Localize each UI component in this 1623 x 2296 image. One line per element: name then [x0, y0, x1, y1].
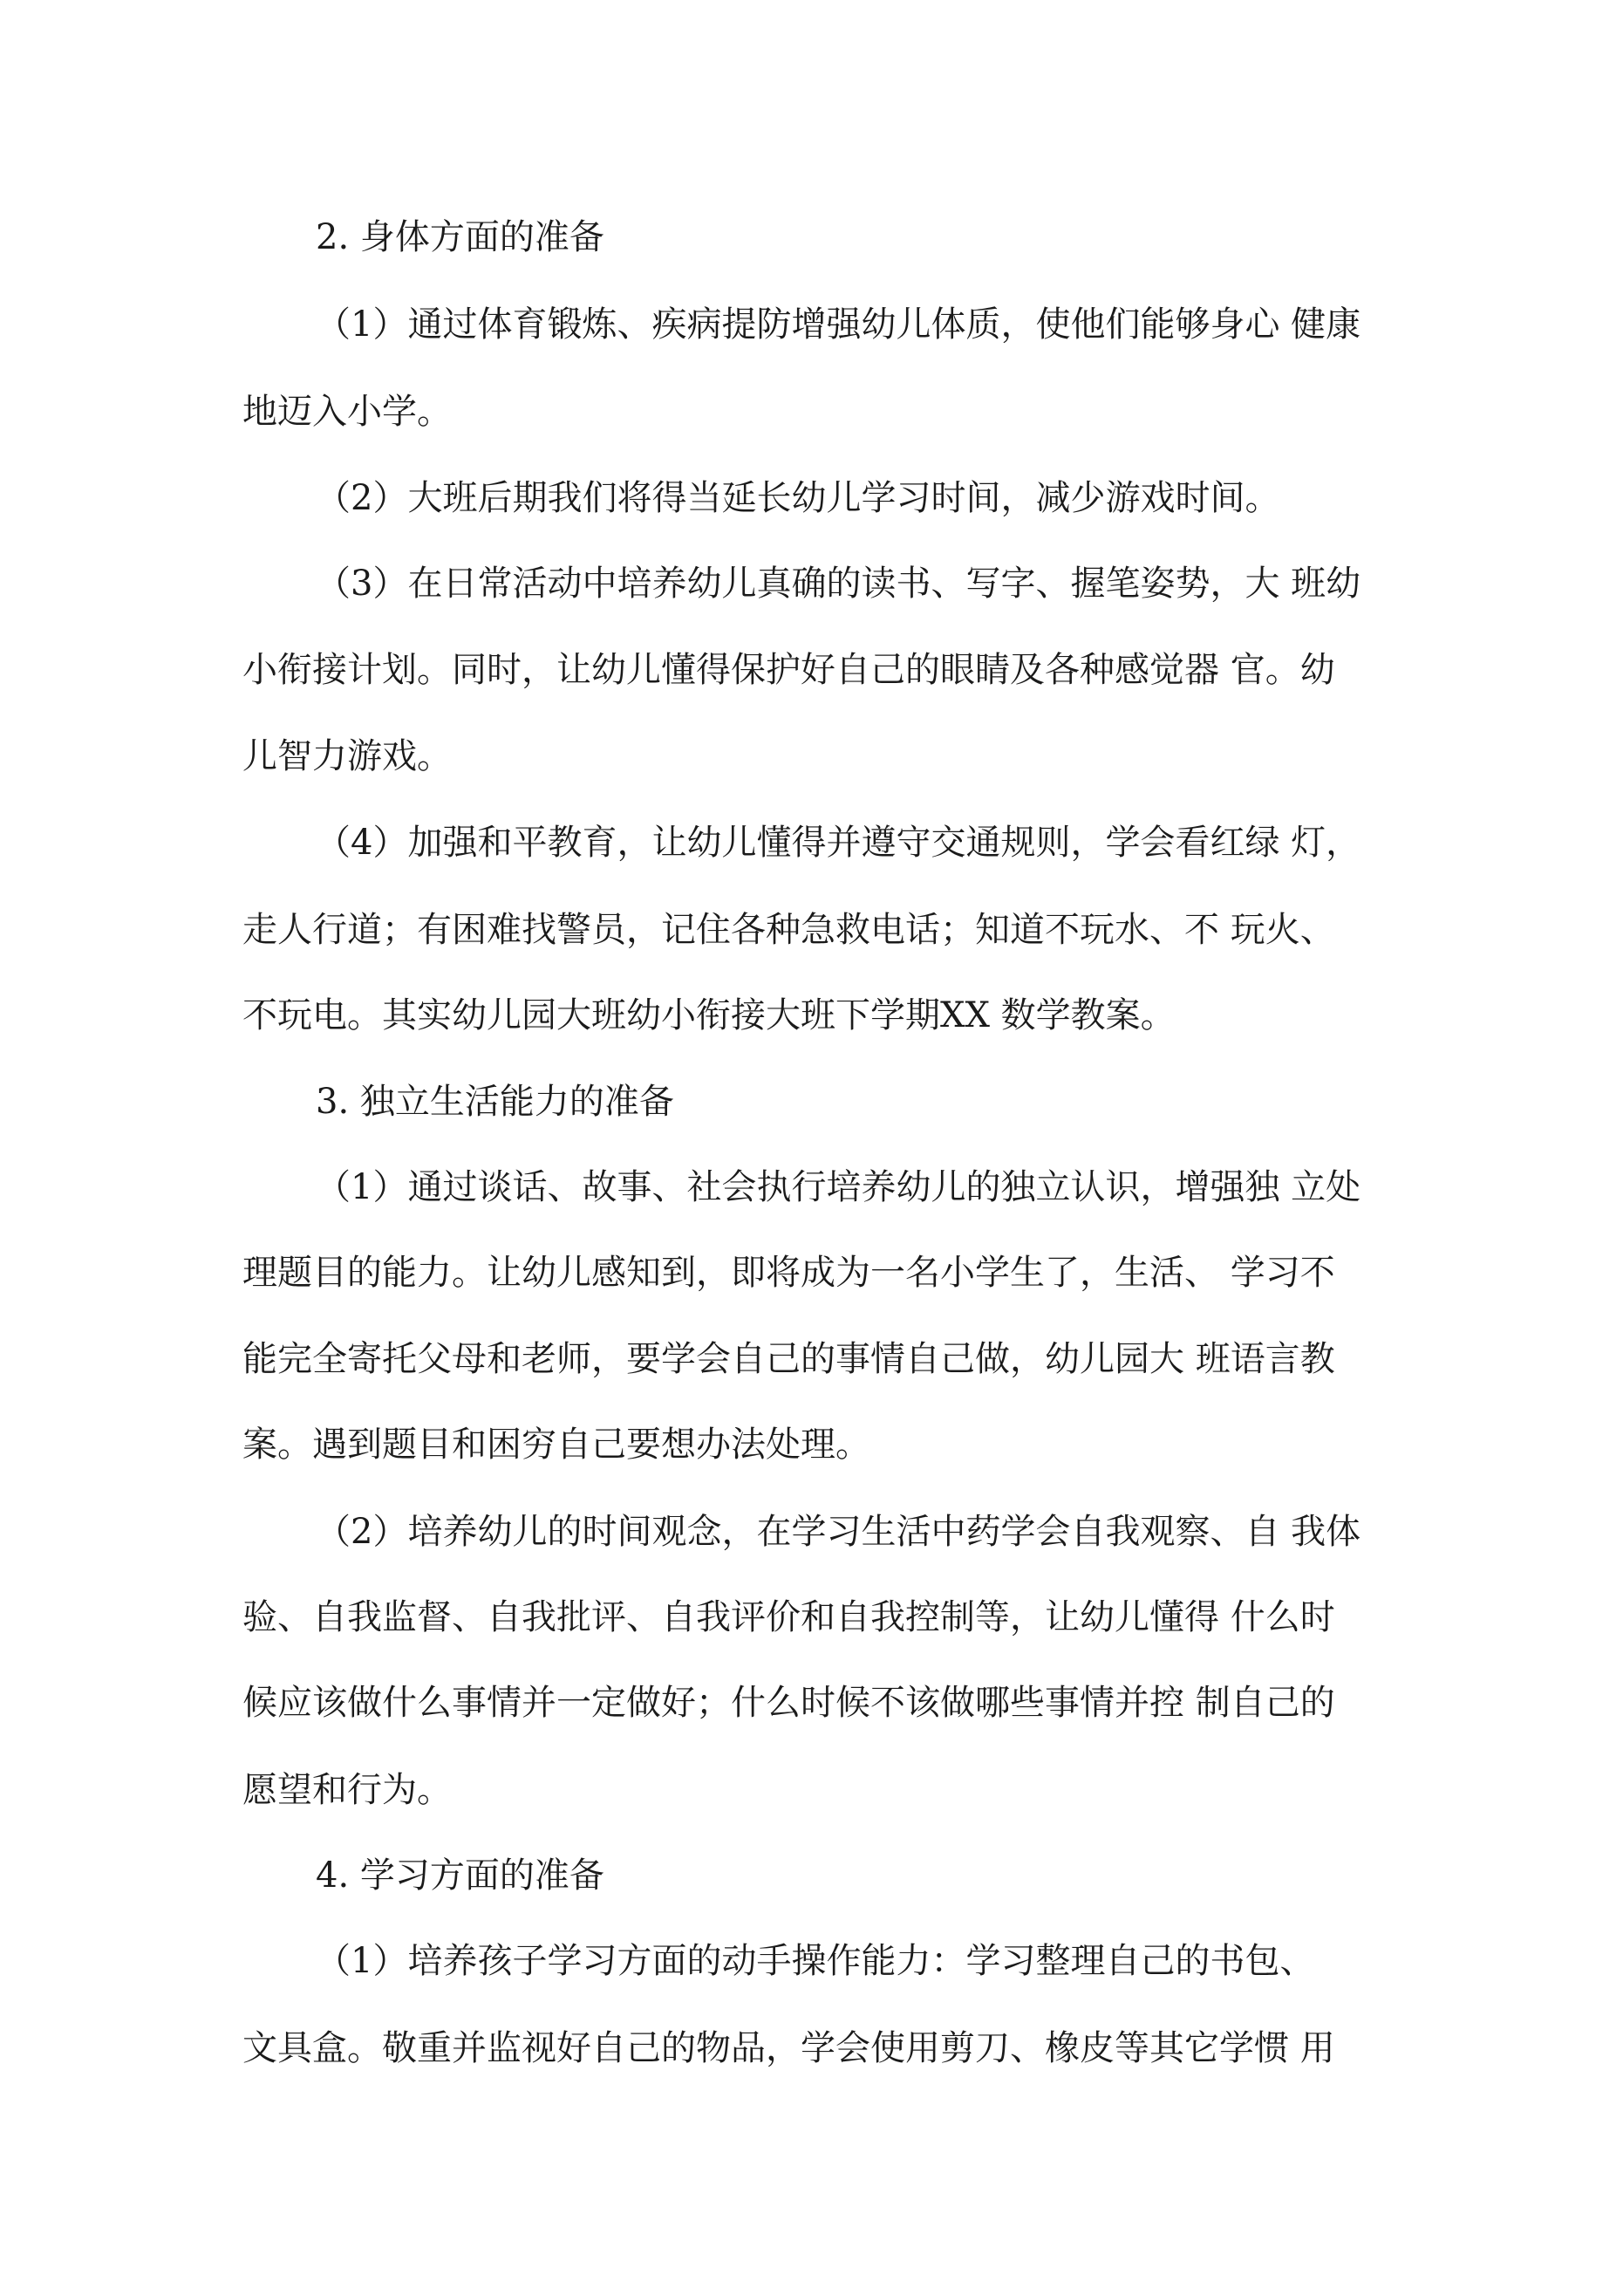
- paragraph-line: 理题目的能力。让幼儿感知到，即将成为一名小学生了，生活、 学习不: [242, 1253, 1335, 1293]
- paragraph-line: 案。遇到题目和困穷自己要想办法处理。: [242, 1425, 870, 1465]
- paragraph-line: 儿智力游戏。: [242, 736, 452, 776]
- paragraph-line: （1）培养孩子学习方面的动手操作能力：学习整理自己的书包、: [316, 1941, 1315, 1981]
- paragraph-line: 愿望和行为。: [242, 1770, 452, 1810]
- heading-physical-preparation: 2. 身体方面的准备: [316, 217, 604, 257]
- paragraph-line: （1）通过体育锻炼、疾病提防增强幼儿体质，使他们能够身心 健康: [316, 304, 1361, 345]
- paragraph-line: （4）加强和平教育，让幼儿懂得并遵守交通规则，学会看红绿 灯，: [316, 823, 1361, 863]
- heading-independent-living: 3. 独立生活能力的准备: [316, 1082, 674, 1122]
- paragraph-line: （3）在日常活动中培养幼儿真确的读书、写字、握笔姿势，大 班幼: [316, 564, 1361, 604]
- paragraph-line: 能完全寄托父母和老师，要学会自己的事情自己做，幼儿园大 班语言教: [242, 1339, 1335, 1379]
- paragraph-line: 候应该做什么事情并一定做好；什么时候不该做哪些事情并控 制自己的: [242, 1683, 1335, 1723]
- paragraph-line: 文具盒。敬重并监视好自己的物品，学会使用剪刀、橡皮等其它学惯 用: [242, 2028, 1335, 2068]
- paragraph-line: （2）大班后期我们将得当延长幼儿学习时间，减少游戏时间。: [316, 478, 1280, 518]
- paragraph-line: 小衔接计划。同时，让幼儿懂得保护好自己的眼睛及各种感觉器 官。幼: [242, 650, 1335, 690]
- paragraph-line: 不玩电。其实幼儿园大班幼小衔接大班下学期XX 数学教案。: [242, 995, 1176, 1035]
- heading-learning-preparation: 4. 学习方面的准备: [316, 1855, 604, 1896]
- paragraph-line: 走人行道；有困难找警员，记住各种急救电话；知道不玩水、不 玩火、: [242, 910, 1335, 950]
- paragraph-line: 地迈入小学。: [242, 392, 452, 432]
- paragraph-line: （2）培养幼儿的时间观念，在学习生活中药学会自我观察、自 我体: [316, 1512, 1361, 1552]
- paragraph-line: 验、自我监督、自我批评、自我评价和自我控制等，让幼儿懂得 什么时: [242, 1597, 1335, 1637]
- paragraph-line: （1）通过谈话、故事、社会执行培养幼儿的独立认识，增强独 立处: [316, 1167, 1361, 1207]
